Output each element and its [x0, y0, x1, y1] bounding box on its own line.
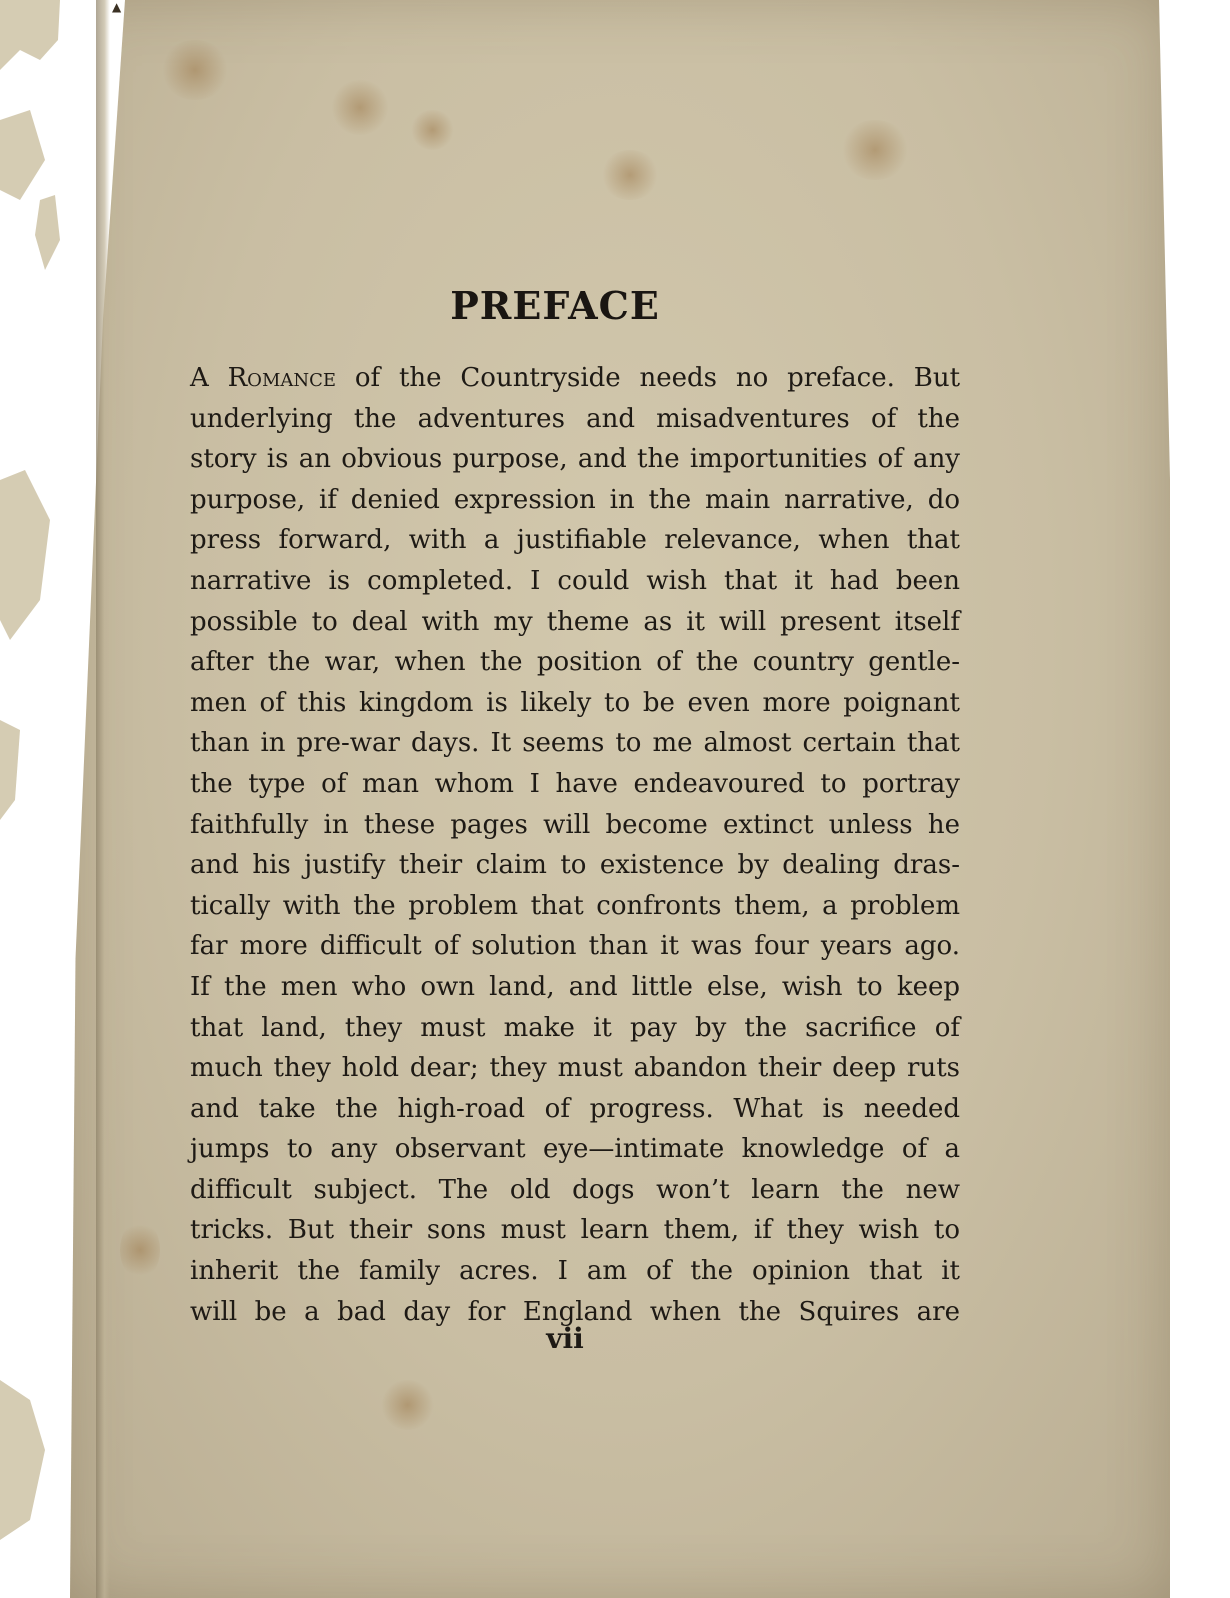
text-line [190, 480, 960, 521]
line-text: tically with the problem that confronts them, a problem [190, 890, 960, 921]
foxing-spot [330, 80, 390, 135]
text-line [190, 1210, 960, 1251]
foxing-spot [840, 120, 910, 180]
line-text: after the war, when the position of the country gentle- [190, 647, 960, 678]
foxing-spot [160, 40, 230, 100]
page-number: vii [546, 1322, 584, 1355]
text-line [190, 926, 960, 967]
text-line [190, 723, 960, 764]
line-text: men of this kingdom is likely to be even more poignant [190, 687, 960, 718]
foxing-spot [380, 1380, 435, 1430]
page-gutter [96, 0, 110, 1598]
text-line [190, 967, 960, 1008]
page-corner-mark: ▲ [112, 0, 122, 14]
foxing-spot [410, 110, 455, 150]
line-text: narrative is completed. I could wish that it had been [190, 565, 960, 596]
text-line [190, 602, 960, 643]
line-text: underlying the adventures and misadventures of the [190, 403, 960, 434]
text-line [190, 1129, 960, 1170]
foxing-spot [600, 150, 660, 200]
line-text: press forward, with a justifiable relevance, when that [190, 525, 960, 556]
line-text: purpose, if denied expression in the main narrative, do [190, 484, 960, 515]
foxing-spot [120, 1220, 160, 1280]
line-text: much they hold dear; they must abandon their deep ruts [190, 1053, 960, 1084]
line-text: and take the high-road of progress. What is needed [190, 1093, 960, 1124]
text-line [190, 561, 960, 602]
line-text: of the Countryside needs no preface. But [336, 363, 961, 393]
line-text: inherit the family acres. I am of the opinion that it [190, 1256, 960, 1287]
line-text: the type of man whom I have endeavoured to portray [190, 768, 960, 799]
preface-text [190, 358, 960, 1332]
text-line [190, 520, 960, 561]
text-line [190, 439, 960, 480]
text-line [190, 399, 960, 440]
text-line [190, 845, 960, 886]
text-line [190, 1170, 960, 1211]
line-text: far more difficult of solution than it was four years ago. [190, 931, 960, 962]
text-line [190, 683, 960, 724]
text-line [190, 886, 960, 927]
line-text: If the men who own land, and little else, wish to keep [190, 971, 960, 1002]
text-line [190, 1048, 960, 1089]
text-line [190, 358, 960, 399]
line-text: possible to deal with my theme as it will present itself [190, 606, 960, 637]
text-line [190, 805, 960, 846]
opening-small-caps: A Romance [190, 363, 337, 393]
text-line [190, 764, 960, 805]
text-line [190, 1251, 960, 1292]
text-line [190, 642, 960, 683]
line-text: and his justify their claim to existence by dealing dras- [190, 850, 960, 881]
line-text: jumps to any observant eye—intimate knowledge of a [190, 1134, 960, 1165]
line-text: difficult subject. The old dogs won’t learn the new [190, 1174, 960, 1205]
line-text: that land, they must make it pay by the sacrifice of [190, 1012, 960, 1043]
line-text: than in pre-war days. It seems to me almost certain that [190, 728, 960, 759]
line-text: story is an obvious purpose, and the importunities of any [190, 444, 960, 475]
text-line [190, 1089, 960, 1130]
line-text: faithfully in these pages will become extinct unless he [190, 809, 960, 840]
line-text: will be a bad day for England when the Squires are [190, 1296, 960, 1327]
line-text: tricks. But their sons must learn them, if they wish to [190, 1215, 960, 1246]
text-line [190, 1008, 960, 1049]
page-heading: PREFACE [450, 283, 660, 328]
